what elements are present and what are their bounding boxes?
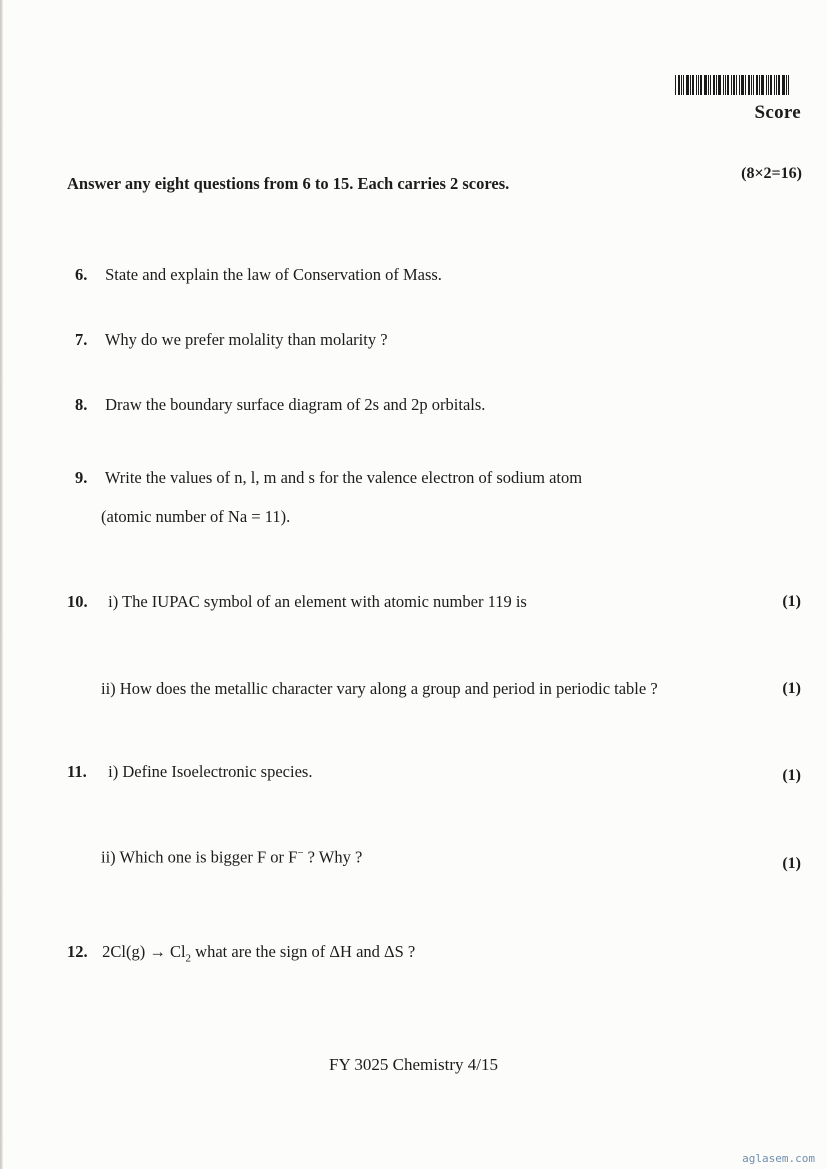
question-6 bbox=[75, 265, 442, 285]
barcode-stripe bbox=[741, 75, 744, 95]
barcode-stripe bbox=[778, 75, 780, 95]
question-number: 9. bbox=[75, 468, 88, 487]
question-number: 8. bbox=[75, 395, 88, 414]
scan-edge bbox=[0, 0, 3, 1169]
question-text-prefix: 2Cl(g) → Cl bbox=[102, 942, 186, 961]
question-11-part-2 bbox=[101, 847, 362, 868]
watermark: aglasem.com bbox=[742, 1152, 815, 1165]
barcode-stripe bbox=[756, 75, 758, 95]
question-9 bbox=[75, 468, 582, 488]
barcode-stripe bbox=[713, 75, 715, 95]
barcode-stripe bbox=[704, 75, 707, 95]
barcode-stripe bbox=[770, 75, 772, 95]
barcode-stripe bbox=[766, 75, 767, 95]
question-11-part-2-mark: (1) bbox=[782, 855, 801, 872]
barcode-stripe bbox=[690, 75, 691, 95]
barcode-stripe bbox=[692, 75, 694, 95]
barcode-stripe bbox=[675, 75, 676, 95]
barcode-stripe bbox=[751, 75, 752, 95]
question-11-part-1 bbox=[67, 762, 312, 782]
question-text: State and explain the law of Conservation of Mass. bbox=[105, 265, 442, 284]
question-text: i) Define Isoelectronic species. bbox=[108, 762, 313, 781]
question-number: 6. bbox=[75, 265, 88, 284]
question-10-part-1-mark: (1) bbox=[782, 593, 801, 610]
question-text-suffix: ? Why ? bbox=[303, 847, 363, 867]
question-8 bbox=[75, 395, 485, 415]
barcode-stripe bbox=[786, 75, 787, 95]
barcode-stripe bbox=[748, 75, 750, 95]
section-instruction: Answer any eight questions from 6 to 15. Each carries 2 scores. bbox=[67, 174, 510, 193]
barcode-image bbox=[675, 75, 803, 95]
question-9-line-2: (atomic number of Na = 11). bbox=[101, 507, 291, 526]
page-footer: FY 3025 Chemistry 4/15 bbox=[329, 1055, 498, 1074]
score-label: Score bbox=[754, 102, 801, 123]
barcode-stripe bbox=[725, 75, 726, 95]
section-total-marks: (8×2=16) bbox=[741, 165, 802, 182]
barcode-stripe bbox=[776, 75, 777, 95]
question-text: i) The IUPAC symbol of an element with atomic number 119 is bbox=[108, 592, 527, 611]
question-10-part-2-mark: (1) bbox=[782, 680, 801, 697]
barcode-stripe bbox=[681, 75, 682, 95]
question-11-part-1-mark: (1) bbox=[782, 767, 801, 784]
question-12 bbox=[67, 942, 415, 964]
barcode-stripe bbox=[788, 75, 789, 95]
barcode-stripe bbox=[696, 75, 697, 95]
question-number: 10. bbox=[67, 592, 88, 611]
barcode-stripe bbox=[782, 75, 785, 95]
barcode-stripe bbox=[731, 75, 732, 95]
barcode-stripe bbox=[736, 75, 737, 95]
barcode-stripe bbox=[718, 75, 721, 95]
barcode-stripe bbox=[733, 75, 735, 95]
question-text-prefix: ii) Which one is bigger F or F bbox=[101, 847, 298, 867]
barcode-stripe bbox=[753, 75, 754, 95]
question-number: 12. bbox=[67, 942, 88, 961]
superscript-minus: − bbox=[297, 847, 304, 859]
barcode-stripe bbox=[683, 75, 684, 95]
barcode-stripe bbox=[774, 75, 775, 95]
barcode-stripe bbox=[716, 75, 717, 95]
question-number: 7. bbox=[75, 330, 88, 349]
barcode-stripe bbox=[727, 75, 729, 95]
barcode-stripe bbox=[723, 75, 724, 95]
barcode-stripe bbox=[745, 75, 746, 95]
question-text: Why do we prefer molality than molarity ? bbox=[104, 330, 388, 349]
barcode-stripe bbox=[710, 75, 711, 95]
question-number: 11. bbox=[67, 762, 87, 781]
barcode-stripe bbox=[678, 75, 680, 95]
question-text-line-1: Write the values of n, l, m and s for the valence electron of sodium atom bbox=[104, 468, 583, 487]
question-7 bbox=[75, 330, 388, 350]
question-text: Draw the boundary surface diagram of 2s and 2p orbitals. bbox=[105, 395, 486, 414]
barcode-stripe bbox=[686, 75, 689, 95]
subscript-2: 2 bbox=[185, 952, 192, 965]
barcode-stripe bbox=[700, 75, 702, 95]
barcode-stripe bbox=[759, 75, 760, 95]
barcode-stripe bbox=[739, 75, 740, 95]
barcode-stripe bbox=[698, 75, 699, 95]
barcode-stripe bbox=[768, 75, 769, 95]
question-text-suffix: what are the sign of ΔH and ΔS ? bbox=[191, 942, 416, 961]
question-10-part-1 bbox=[67, 592, 527, 612]
question-10-part-2: ii) How does the metallic character vary along a group and period in periodic table ? bbox=[101, 679, 658, 698]
barcode-stripe bbox=[708, 75, 709, 95]
barcode-stripe bbox=[761, 75, 764, 95]
